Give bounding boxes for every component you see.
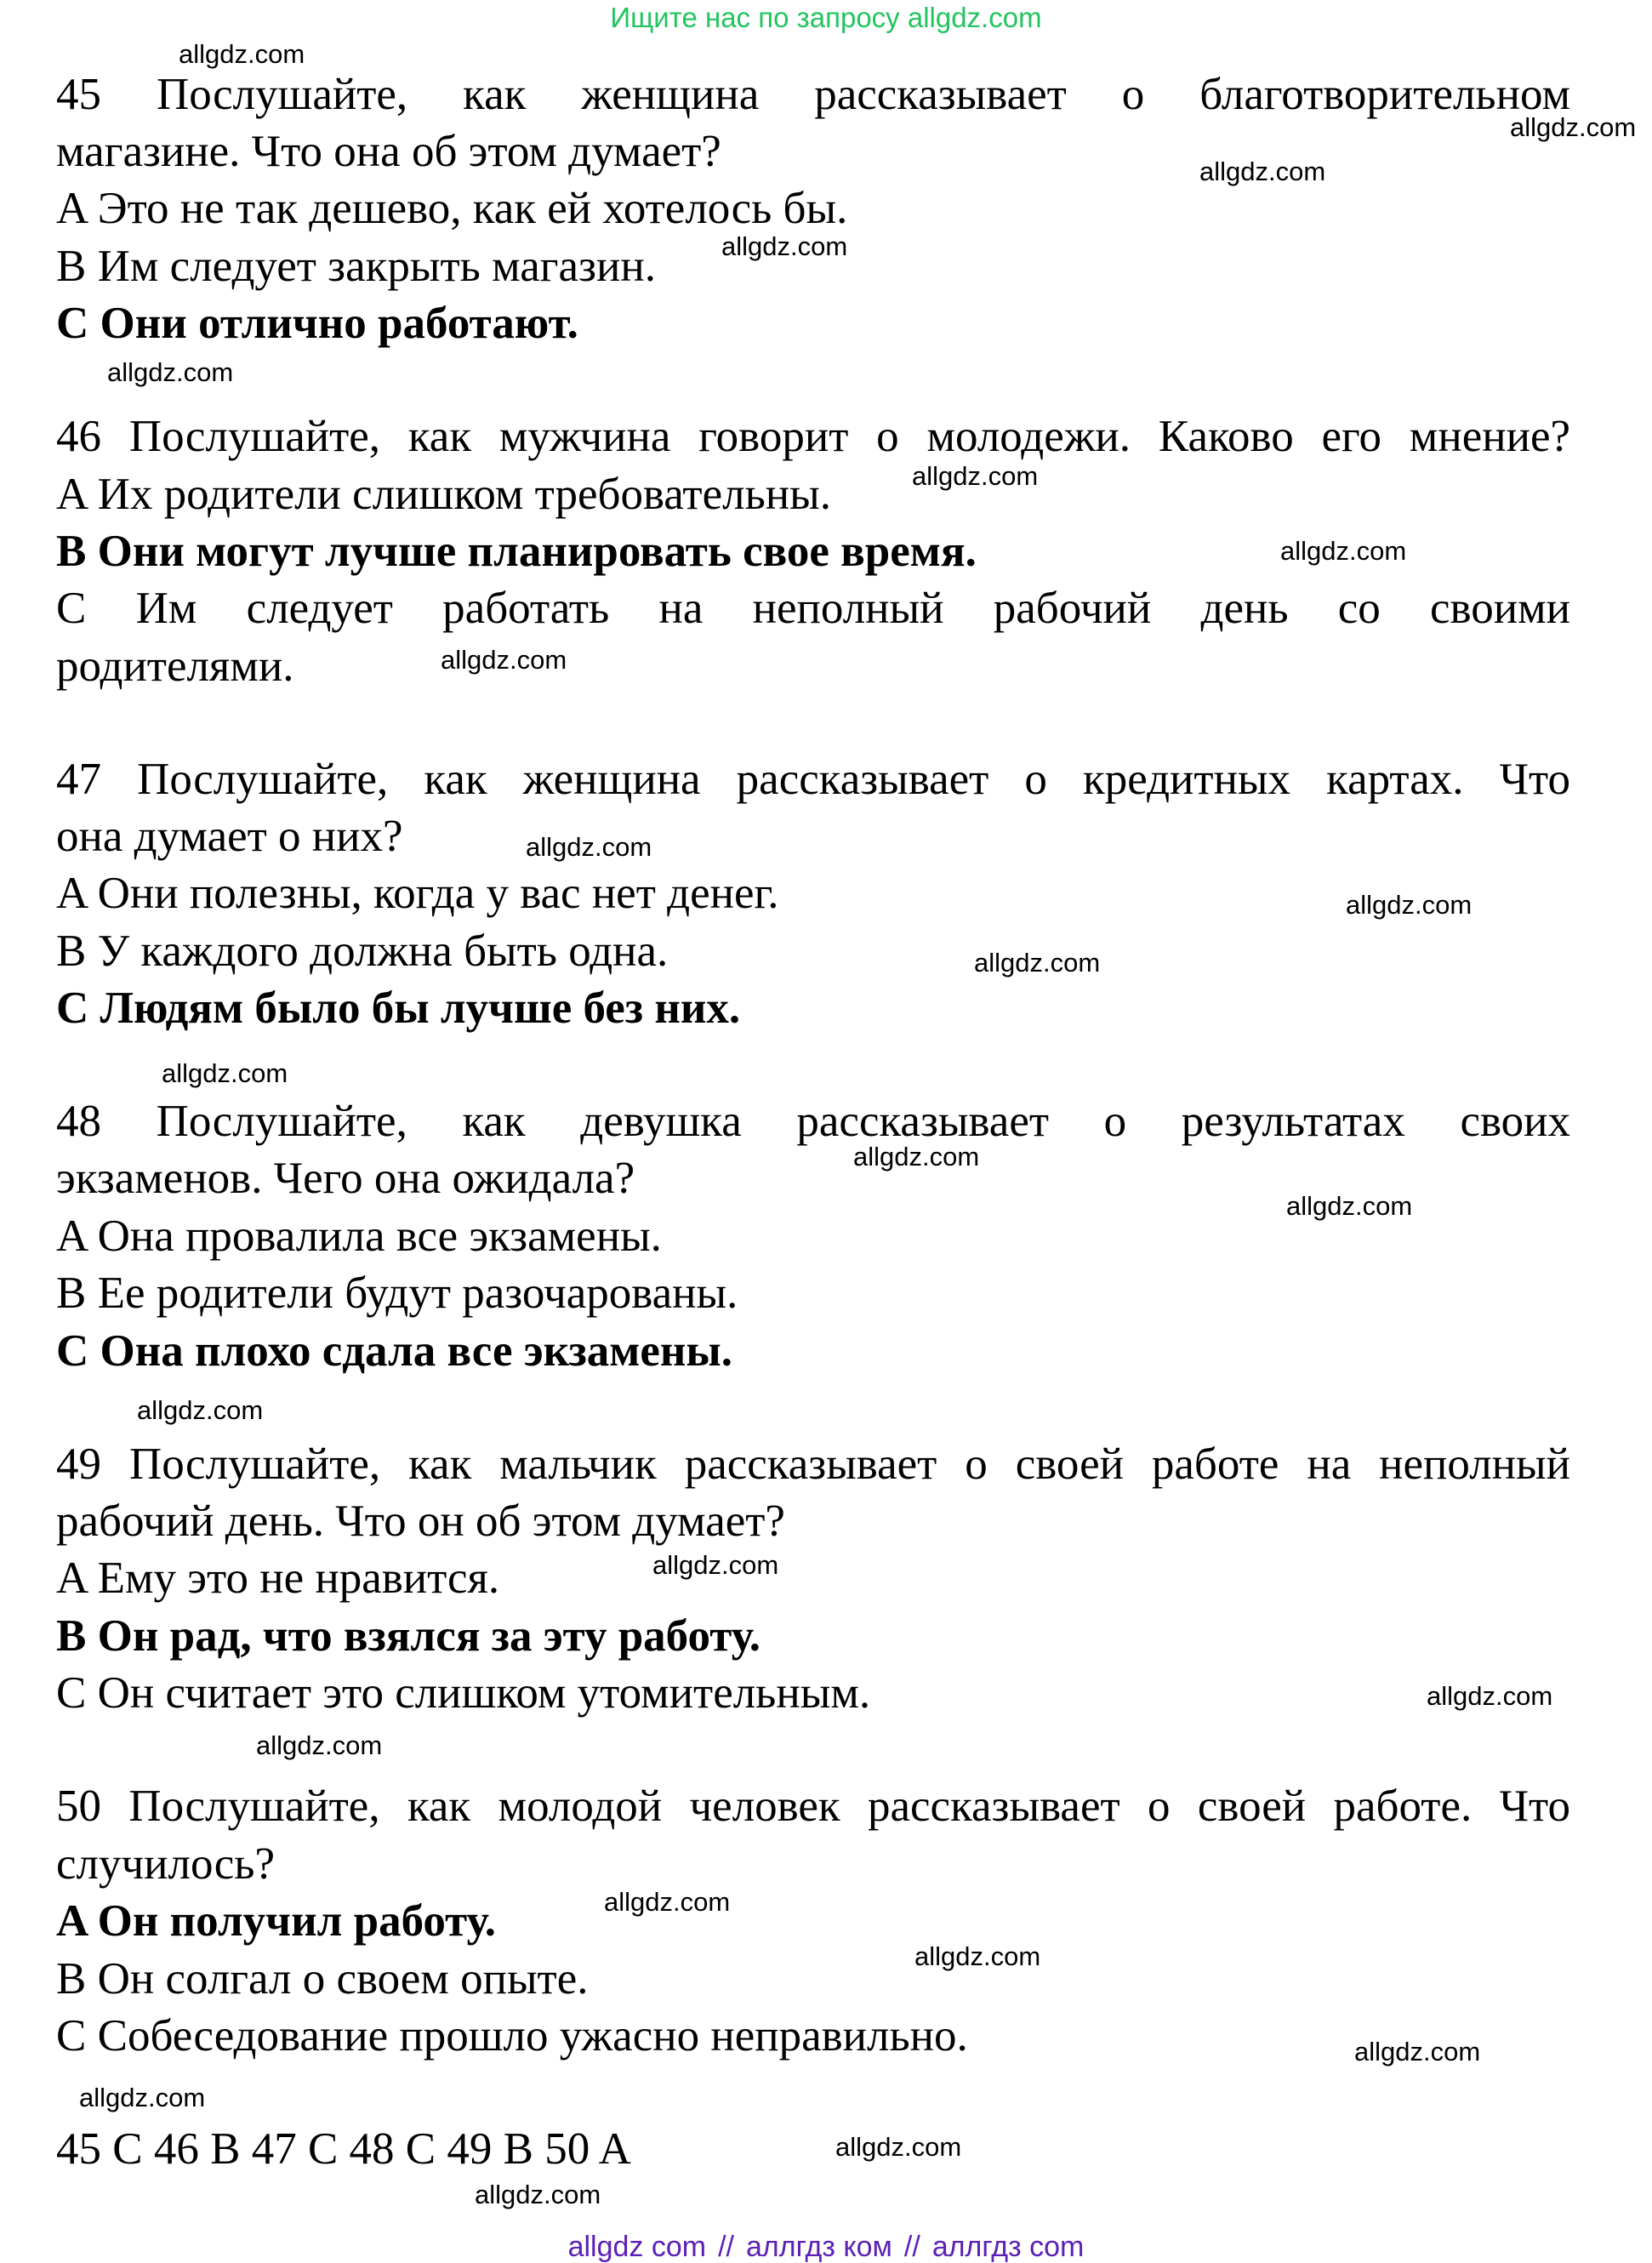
footer-links [0, 2231, 1652, 2263]
question-47-option-c-answer: C Людям было бы лучше без них. [56, 983, 741, 1033]
question-45-option-c-answer: C Они отлично работают. [56, 299, 578, 348]
question-48-prompt-line-1: 48 Послушайте, как девушка рассказывает о результатах своих [56, 1097, 1570, 1146]
question-47-option-b: B У каждого должна быть одна. [56, 926, 669, 976]
question-46-option-a: A Их родители слишком требовательны. [56, 470, 831, 519]
question-47-prompt-line-2: она думает о них? [56, 812, 403, 861]
question-48-option-b: B Ее родители будут разочарованы. [56, 1268, 738, 1318]
question-49-option-b-answer: B Он рад, что взялся за эту работу. [56, 1611, 761, 1661]
footer-link-allgdz-com[interactable]: allgdz com [567, 2231, 707, 2263]
footer-link-allgdz-com-cyrillic[interactable]: аллгдз com [931, 2231, 1085, 2263]
watermark: allgdz.com [441, 645, 567, 675]
question-49-prompt-line-2: рабочий день. Что он об этом думает? [56, 1496, 785, 1546]
footer-separator: // [903, 2231, 920, 2263]
watermark: allgdz.com [1199, 157, 1326, 186]
question-45-prompt-line-2: магазине. Что она об этом думает? [56, 127, 721, 176]
watermark: allgdz.com [1354, 2037, 1481, 2066]
footer-link-allgdz-kom-cyrillic[interactable]: аллгдз ком [746, 2231, 892, 2263]
question-45-prompt-line-1: 45 Послушайте, как женщина рассказывает о благотворительном [56, 70, 1570, 119]
watermark: allgdz.com [914, 1941, 1041, 1971]
watermark: allgdz.com [137, 1395, 264, 1425]
question-46-option-c: C Им следует работать на неполный рабочий день со своими [56, 584, 1570, 633]
question-49-option-c: C Он считает это слишком утомительным. [56, 1668, 871, 1718]
question-50-prompt-line-1: 50 Послушайте, как молодой человек рассказывает о своей работе. Что [56, 1781, 1570, 1831]
question-50-option-b: B Он солгал о своем опыте. [56, 1954, 589, 2004]
watermark: allgdz.com [721, 231, 848, 261]
watermark: allgdz.com [1346, 890, 1473, 920]
question-50-option-c: C Собеседование прошло ужасно неправильно. [56, 2011, 968, 2061]
watermark: allgdz.com [1427, 1681, 1553, 1711]
watermark: allgdz.com [256, 1730, 383, 1760]
watermark: allgdz.com [179, 39, 305, 69]
question-49-prompt-line-1: 49 Послушайте, как мальчик рассказывает о своей работе на неполный [56, 1439, 1570, 1489]
watermark: allgdz.com [79, 2083, 206, 2112]
header-ad-link[interactable]: Ищите нас по запросу allgdz.com [610, 2, 1042, 33]
watermark: allgdz.com [162, 1058, 288, 1088]
watermark: allgdz.com [475, 2180, 601, 2209]
watermark: allgdz.com [1286, 1191, 1413, 1221]
question-48-option-c-answer: C Она плохо сдала все экзамены. [56, 1326, 733, 1376]
question-50-prompt-line-2: случилось? [56, 1839, 275, 1889]
question-46-option-c-continued: родителями. [56, 641, 294, 691]
watermark: allgdz.com [107, 357, 234, 387]
question-46-prompt-line-1: 46 Послушайте, как мужчина говорит о молодежи. Каково его мнение? [56, 412, 1570, 461]
question-47-prompt-line-1: 47 Послушайте, как женщина рассказывает о кредитных картах. Что [56, 755, 1570, 804]
watermark: allgdz.com [526, 832, 652, 862]
question-49-option-a: A Ему это не нравится. [56, 1553, 500, 1603]
watermark: allgdz.com [853, 1142, 980, 1171]
question-45-option-a: A Это не так дешево, как ей хотелось бы. [56, 184, 848, 233]
watermark: allgdz.com [1280, 536, 1407, 566]
watermark: allgdz.com [835, 2132, 962, 2162]
watermark: allgdz.com [1510, 112, 1637, 142]
footer-separator: // [718, 2231, 735, 2263]
answer-key: 45 C 46 B 47 C 48 C 49 B 50 A [56, 2124, 631, 2174]
question-48-option-a: A Она провалила все экзамены. [56, 1211, 662, 1261]
question-48-prompt-line-2: экзаменов. Чего она ожидала? [56, 1154, 635, 1203]
watermark: allgdz.com [912, 461, 1039, 491]
question-45-option-b: B Им следует закрыть магазин. [56, 242, 656, 291]
watermark: allgdz.com [652, 1550, 779, 1580]
question-50-option-a-answer: A Он получил работу. [56, 1896, 496, 1946]
watermark: allgdz.com [974, 948, 1101, 978]
watermark: allgdz.com [604, 1887, 731, 1917]
question-47-option-a: A Они полезны, когда у вас нет денег. [56, 869, 779, 918]
question-46-option-b-answer: B Они могут лучше планировать свое время. [56, 527, 977, 576]
